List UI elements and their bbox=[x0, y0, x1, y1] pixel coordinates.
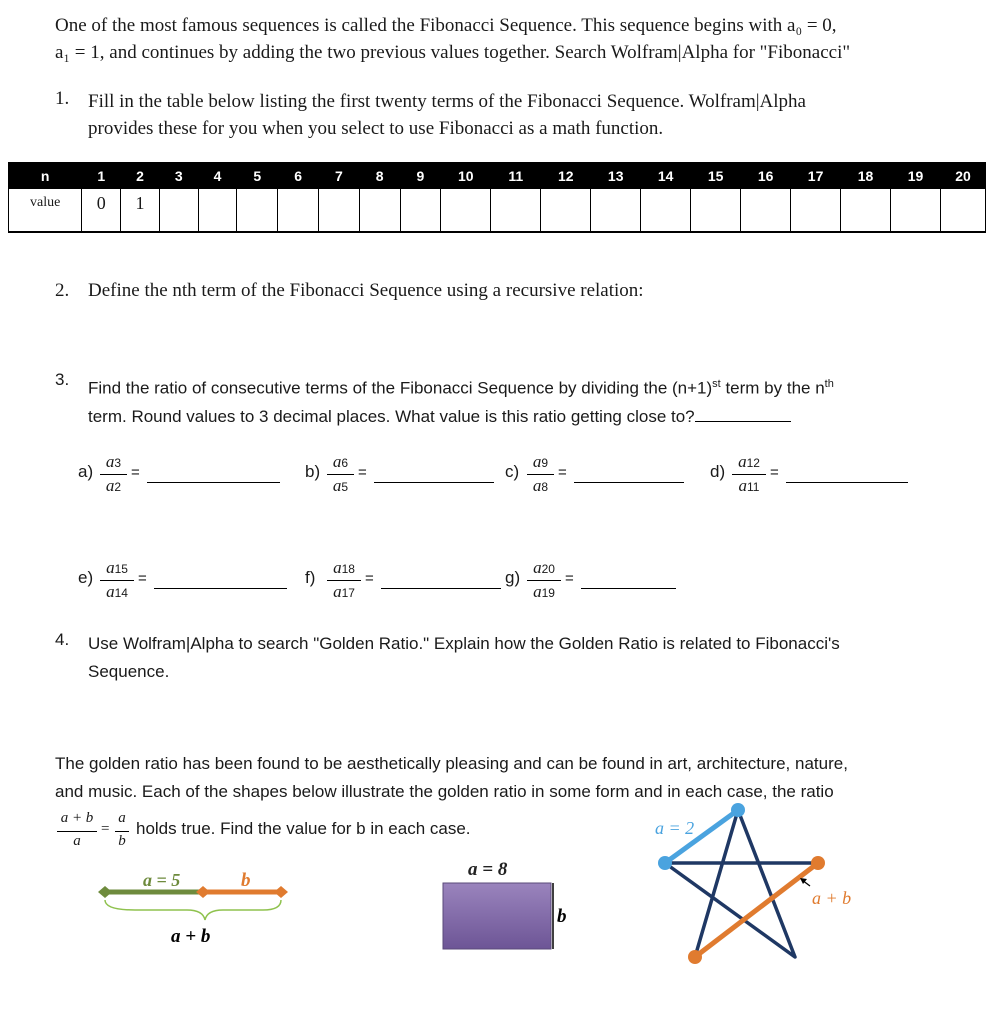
index-cell: 18 bbox=[841, 163, 891, 189]
part-fraction-bar bbox=[527, 474, 554, 475]
denominator-var: a bbox=[533, 582, 542, 601]
value-cell[interactable] bbox=[441, 189, 491, 232]
intro-line-1: One of the most famous sequences is called the Fibonacci Sequence. This sequence begins with a₀ = 0, bbox=[55, 15, 837, 36]
question-4-line-1: Use Wolfram|Alpha to search "Golden Ratio." Explain how the Golden Ratio is related to Fibonacci's bbox=[88, 634, 840, 653]
ratio-part-c bbox=[505, 452, 685, 498]
part-denominator bbox=[527, 582, 561, 602]
value-cell[interactable] bbox=[941, 189, 986, 232]
formula-numerator-left: a + b bbox=[60, 810, 94, 826]
index-cell: 6 bbox=[278, 163, 319, 189]
segment-brace bbox=[105, 900, 281, 920]
part-answer-blank[interactable] bbox=[581, 588, 676, 589]
index-cell: 1 bbox=[82, 163, 121, 189]
question-3-line-2-text: term. Round values to 3 decimal places. What value is this ratio getting close to? bbox=[88, 406, 695, 426]
numerator-index: 6 bbox=[341, 456, 349, 470]
denominator-index: 5 bbox=[341, 480, 349, 494]
value-label-cell: value bbox=[9, 189, 82, 232]
part-denominator bbox=[100, 476, 127, 496]
pentagram-point-s2 bbox=[811, 856, 825, 870]
part-label: c) bbox=[505, 462, 520, 481]
denominator-var: a bbox=[332, 476, 342, 495]
question-1-text bbox=[88, 88, 958, 142]
part-equals: = bbox=[138, 570, 147, 587]
formula-denominator-left: a bbox=[73, 833, 81, 849]
segment-endpoint-right bbox=[274, 886, 288, 898]
part-answer-blank[interactable] bbox=[374, 482, 494, 483]
superscript-th: th bbox=[824, 378, 834, 390]
index-cell: 11 bbox=[491, 163, 541, 189]
part-label: d) bbox=[710, 462, 726, 481]
part-answer-blank[interactable] bbox=[147, 482, 280, 483]
index-cell: 9 bbox=[400, 163, 441, 189]
pentagram-figure bbox=[650, 800, 880, 970]
value-cell[interactable] bbox=[791, 189, 841, 232]
label-a-plus-b-line: a + b bbox=[171, 926, 211, 947]
part-fraction-bar bbox=[732, 474, 766, 475]
value-cell[interactable] bbox=[318, 189, 359, 232]
label-a-equals-2: a = 2 bbox=[655, 818, 695, 838]
part-equals: = bbox=[770, 464, 779, 481]
value-cell[interactable] bbox=[198, 189, 237, 232]
golden-line-3: holds true. Find the value for b in each case. bbox=[136, 819, 471, 838]
part-equals: = bbox=[365, 570, 374, 587]
value-cell[interactable] bbox=[237, 189, 278, 232]
pentagram-diagonal-a-plus-b bbox=[695, 863, 818, 957]
denominator-var: a bbox=[532, 476, 542, 495]
numerator-var: a bbox=[738, 452, 747, 471]
index-cell: 5 bbox=[237, 163, 278, 189]
value-cell[interactable] bbox=[278, 189, 319, 232]
part-denominator bbox=[100, 582, 134, 602]
part-label: e) bbox=[78, 568, 94, 587]
value-cell[interactable] bbox=[541, 189, 591, 232]
intro-line-2: a₁ = 1, and continues by adding the two previous values together. Search Wolfram|Alpha for "Fibonacci" bbox=[55, 42, 851, 63]
part-label: b) bbox=[305, 462, 321, 481]
value-cell[interactable] bbox=[891, 189, 941, 232]
part-answer-blank[interactable] bbox=[786, 482, 908, 483]
value-cell[interactable] bbox=[841, 189, 891, 232]
part-numerator bbox=[527, 558, 561, 578]
denominator-index: 17 bbox=[341, 586, 355, 600]
part-label: a) bbox=[78, 462, 94, 481]
formula-denominator-right: b bbox=[118, 833, 126, 849]
part-equals: = bbox=[131, 464, 140, 481]
question-1-number: 1. bbox=[55, 88, 70, 109]
value-cell[interactable] bbox=[400, 189, 441, 232]
index-cell: 4 bbox=[198, 163, 237, 189]
ratio-part-b bbox=[305, 452, 495, 498]
limit-answer-blank[interactable] bbox=[695, 421, 791, 422]
denominator-index: 8 bbox=[541, 480, 549, 494]
index-cell: 17 bbox=[791, 163, 841, 189]
question-3-line-1b: term by the n bbox=[720, 378, 825, 398]
value-cell[interactable] bbox=[591, 189, 641, 232]
denominator-index: 2 bbox=[114, 480, 122, 494]
value-cell[interactable] bbox=[159, 189, 198, 232]
golden-line-1: The golden ratio has been found to be aesthetically pleasing and can be found in art, architecture, nature, bbox=[55, 754, 848, 773]
value-cell[interactable] bbox=[491, 189, 541, 232]
index-cell: 7 bbox=[318, 163, 359, 189]
question-2-text: Define the nth term of the Fibonacci Sequence using a recursive relation: bbox=[88, 280, 644, 301]
index-cell: 3 bbox=[159, 163, 198, 189]
question-4-number: 4. bbox=[55, 630, 70, 649]
question-3-line-1 bbox=[88, 370, 948, 403]
denominator-index: 14 bbox=[114, 586, 128, 600]
denominator-var: a bbox=[738, 476, 748, 495]
value-cell[interactable]: 1 bbox=[121, 189, 160, 232]
segment-midpoint bbox=[196, 886, 210, 898]
part-denominator bbox=[732, 476, 766, 496]
ratio-part-f bbox=[305, 558, 495, 604]
value-cell[interactable]: 0 bbox=[82, 189, 121, 232]
intro-paragraph bbox=[55, 12, 975, 66]
part-numerator bbox=[527, 452, 554, 472]
numerator-var: a bbox=[533, 558, 542, 577]
pentagram-point-a1 bbox=[658, 856, 672, 870]
part-fraction-bar bbox=[100, 580, 134, 581]
label-a-plus-b-star: a + b bbox=[812, 888, 852, 908]
numerator-index: 20 bbox=[541, 562, 555, 576]
part-answer-blank[interactable] bbox=[154, 588, 287, 589]
numerator-index: 15 bbox=[114, 562, 128, 576]
rectangle-figure bbox=[440, 850, 580, 960]
numerator-index: 18 bbox=[341, 562, 355, 576]
part-equals: = bbox=[558, 464, 567, 481]
index-cell: 16 bbox=[741, 163, 791, 189]
numerator-index: 12 bbox=[746, 456, 760, 470]
numerator-var: a bbox=[332, 452, 342, 471]
question-3-line-2 bbox=[88, 403, 948, 431]
denominator-var: a bbox=[333, 582, 342, 601]
part-denominator bbox=[327, 582, 361, 602]
part-fraction-bar bbox=[100, 474, 127, 475]
question-1-line-1: Fill in the table below listing the first twenty terms of the Fibonacci Sequence. Wolfram|Alpha bbox=[88, 91, 806, 112]
fibonacci-table bbox=[8, 162, 986, 233]
part-answer-blank[interactable] bbox=[381, 588, 501, 589]
question-2-number: 2. bbox=[55, 280, 70, 301]
index-cell: 19 bbox=[891, 163, 941, 189]
part-numerator bbox=[100, 558, 134, 578]
index-cell: 8 bbox=[359, 163, 400, 189]
ratio-part-a bbox=[78, 452, 281, 498]
index-cell: 20 bbox=[941, 163, 986, 189]
question-3-number: 3. bbox=[55, 370, 70, 389]
value-cell[interactable] bbox=[359, 189, 400, 232]
part-denominator bbox=[327, 476, 354, 496]
question-4-line-2: Sequence. bbox=[88, 662, 170, 681]
part-equals: = bbox=[358, 464, 367, 481]
index-cell: 13 bbox=[591, 163, 641, 189]
index-cell: 12 bbox=[541, 163, 591, 189]
numerator-var: a bbox=[105, 452, 115, 471]
part-fraction-bar bbox=[327, 580, 361, 581]
golden-line-2: and music. Each of the shapes below illustrate the golden ratio in some form and in each case, the ratio bbox=[55, 782, 834, 801]
part-label: g) bbox=[505, 568, 521, 587]
question-3-line-1a: Find the ratio of consecutive terms of the Fibonacci Sequence by dividing the (n+1) bbox=[88, 378, 713, 398]
numerator-index: 3 bbox=[114, 456, 122, 470]
golden-ratio-paragraph bbox=[55, 750, 955, 806]
golden-ratio-formula bbox=[55, 810, 145, 854]
numerator-var: a bbox=[333, 558, 342, 577]
label-a-equals-8: a = 8 bbox=[468, 859, 508, 880]
denominator-index: 19 bbox=[541, 586, 555, 600]
denominator-var: a bbox=[106, 582, 115, 601]
index-cell: 14 bbox=[641, 163, 691, 189]
formula-bar-left bbox=[57, 831, 97, 832]
part-fraction-bar bbox=[527, 580, 561, 581]
part-label: f) bbox=[305, 568, 316, 587]
value-cell[interactable] bbox=[691, 189, 741, 232]
numerator-var: a bbox=[106, 558, 115, 577]
numerator-var: a bbox=[532, 452, 542, 471]
formula-numerator-right: a bbox=[118, 810, 126, 826]
formula-equals: = bbox=[101, 821, 110, 837]
label-b-rectangle: b bbox=[557, 906, 567, 927]
superscript-st: st bbox=[712, 378, 721, 390]
numerator-index: 9 bbox=[541, 456, 549, 470]
part-fraction-bar bbox=[327, 474, 354, 475]
part-numerator bbox=[327, 558, 361, 578]
segment-endpoint-left bbox=[98, 886, 112, 898]
label-b-line: b bbox=[241, 870, 251, 891]
ratio-part-e bbox=[78, 558, 281, 604]
table-header-row bbox=[9, 163, 986, 189]
formula-bar-right bbox=[115, 831, 129, 832]
ratio-part-g bbox=[505, 558, 670, 604]
value-cell[interactable] bbox=[741, 189, 791, 232]
golden-rectangle bbox=[443, 883, 551, 949]
part-numerator bbox=[732, 452, 766, 472]
value-cell[interactable] bbox=[641, 189, 691, 232]
pentagram-point-a2 bbox=[731, 803, 745, 817]
denominator-index: 11 bbox=[747, 480, 760, 494]
pentagram-point-s1 bbox=[688, 950, 702, 964]
part-equals: = bbox=[565, 570, 574, 587]
index-cell: 2 bbox=[121, 163, 160, 189]
part-numerator bbox=[327, 452, 354, 472]
index-cell: 15 bbox=[691, 163, 741, 189]
question-4-text bbox=[88, 630, 948, 686]
table-value-row bbox=[9, 189, 986, 232]
part-numerator bbox=[100, 452, 127, 472]
part-answer-blank[interactable] bbox=[574, 482, 684, 483]
question-3-text bbox=[88, 370, 948, 431]
ratio-part-d bbox=[710, 452, 902, 498]
n-header-cell: n bbox=[9, 163, 82, 189]
denominator-var: a bbox=[105, 476, 115, 495]
label-a-equals-5: a = 5 bbox=[143, 870, 181, 890]
line-segment-figure bbox=[95, 860, 305, 952]
part-denominator bbox=[527, 476, 554, 496]
index-cell: 10 bbox=[441, 163, 491, 189]
question-1-line-2: provides these for you when you select to use Fibonacci as a math function. bbox=[88, 118, 664, 139]
